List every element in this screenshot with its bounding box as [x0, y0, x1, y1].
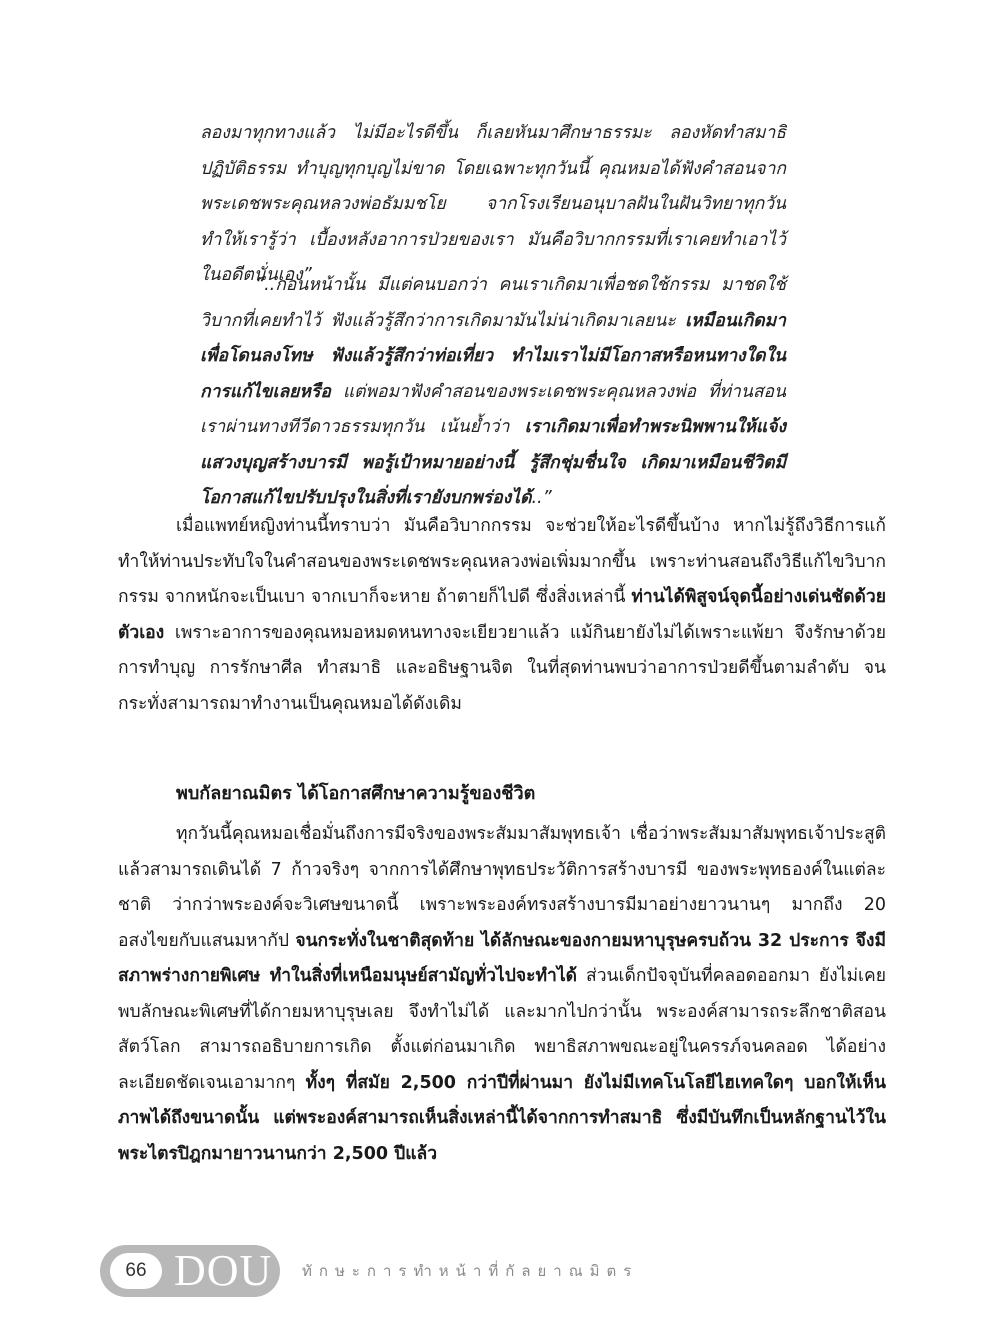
para-2-text-2: ส่วนเด็กปัจจุบันที่คลอดออกมา ยังไม่เคยพบลักษณะพิเศษที่ได้กายมหาบุรุษเลย จึงทำไม่ได้ และมากไปกว่านั้น พระองค์สามารถระลึกชาติสอนสัตว์โลก สามารถอธิบายการเกิด ตั้งแต่ก่อนมาเกิด พยาธิสภาพขณะอยู่ในครรภ์จนคลอด ได้อย่างละเอียดชัดเจนเอามากๆ — [118, 966, 886, 1093]
quote-2-bold-1: เหมือนเกิดมาเพื่อโดนลงโทษ ฟังแล้วรู้สึกว่าท่อเที่ยว ทำไมเราไม่มีโอกาสหรือหนทางใดในการแก้ไขเลยหรือ — [200, 310, 786, 402]
page-footer — [100, 1245, 638, 1297]
quote-2-text-1: “..ก่อนหน้านั้น มีแต่คนบอกว่า คนเราเกิดมาเพื่อชดใช้กรรม มาชดใช้วิบากที่เคยทำไว้ ฟังแล้วรู้สึกว่าการเกิดมามันไม่น่าเกิดมาเลยนะ — [200, 275, 786, 331]
page-number: 66 — [110, 1253, 162, 1289]
quote-paragraph-2 — [200, 268, 786, 517]
brand-logo: DOU — [174, 1246, 273, 1295]
para-1-text-1: เมื่อแพทย์หญิงท่านนี้ทราบว่า มันคือวิบากกรรม จะช่วยให้อะไรดีขึ้นบ้าง หากไม่รู้ถึงวิธีการแก้ ทำให้ท่านประทับใจในคำสอนของพระเดชพระคุณหลวงพ่อเพิ่มมากขึ้น เพราะท่านสอนถึงวิธีแก้ไขวิบากกรรม จากหนักจะเป็นเบา จากเบาก็จะหาย ถ้าตายก็ไปดี ซึ่งสิ่งเหล่านี้ — [118, 516, 886, 607]
footer-badge — [100, 1245, 280, 1297]
para-1-bold-1: ท่านได้พิสูจน์จุดนี้อย่างเด่นชัดด้วยตัวเอง — [118, 587, 886, 643]
body-paragraph-2 — [118, 817, 886, 1172]
quote-paragraph-1: ลองมาทุกทางแล้ว ไม่มีอะไรดีขึ้น ก็เลยหันมาศึกษาธรรมะ ลองหัดทำสมาธิปฏิบัติธรรม ทำบุญทุกบุญไม่ขาด โดยเฉพาะทุกวันนี้ คุณหมอได้ฟังคำสอนจากพระเดชพระคุณหลวงพ่อธัมมชโย จากโรงเรียนอนุบาลฝันในฝันวิทยาทุกวัน ทำให้เรารู้ว่า เบื้องหลังอาการป่วยของเรา มันคือวิบากกรรมที่เราเคยทำเอาไว้ในอดีตนั่นเอง” — [200, 123, 786, 285]
para-2-bold-2: ทั้งๆ ที่สมัย 2,500 กว่าปีที่ผ่านมา ยังไม่มีเทคโนโลยีไฮเทคใดๆ บอกให้เห็นภาพได้ถึงขนาดนั้น แต่พระองค์สามารถเห็นสิ่งเหล่านี้ได้จากการทำสมาธิ ซึ่งมีบันทึกเป็นหลักฐานไว้ในพระไตรปิฎกมายาวนานกว่า 2,500 ปีแล้ว — [118, 1072, 886, 1164]
body-paragraph-1 — [118, 509, 886, 722]
running-title: ทักษะการทำหน้าที่กัลยาณมิตร — [302, 1262, 639, 1280]
para-2-bold-1: จนกระทั่งในชาติสุดท้าย ได้ลักษณะของกายมหาบุรุษครบถ้วน 32 ประการ จึงมีสภาพร่างกายพิเศษ ทำในสิ่งที่เหนือมนุษย์สามัญทั่วไปจะทำได้ — [118, 930, 887, 986]
quote-2-bold-2: เราเกิดมาเพื่อทำพระนิพพานให้แจ้ง แสวงบุญสร้างบารมี พอรู้เป้าหมายอย่างนี้ รู้สึกชุ่มชื่นใจ เกิดมาเหมือนชีวิตมีโอกาสแก้ไขปรับปรุงในสิ่งที่เรายังบกพร่องได้ — [200, 417, 786, 508]
quote-2-text-2: แต่พอมาฟังคำสอนของพระเดชพระคุณหลวงพ่อ ที่ท่านสอนเราผ่านทางทีวีดาวธรรมทุกวัน เน้นย้ำว่า — [200, 381, 786, 437]
quote-2-text-3: ..” — [531, 488, 552, 508]
para-2-text-1: ทุกวันนี้คุณหมอเชื่อมั่นถึงการมีจริงของพระสัมมาสัมพุทธเจ้า เชื่อว่าพระสัมมาสัมพุทธเจ้าประสูติแล้วสามารถเดินได้ 7 ก้าวจริงๆ จากการได้ศึกษาพุทธประวัติการสร้างบารมี ของพระพุทธองค์ในแต่ละชาติ ว่ากว่าพระองค์จะวิเศษขนาดนี้ เพราะพระองค์ทรงสร้างบารมีมาอย่างยาวนานๆ มากถึง 20 อสงไขยกับแสนมหากัป — [118, 824, 886, 951]
para-1-text-2: เพราะอาการของคุณหมอหมดหนทางจะเยียวยาแล้ว แม้กินยายังไม่ได้เพราะแพ้ยา จึงรักษาด้วยการทำบุญ การรักษาศีล ทำสมาธิ และอธิษฐานจิต ในที่สุดท่านพบว่าอาการป่วยดีขึ้นตามลำดับ จนกระทั่งสามารถมาทำงานเป็นคุณหมอได้ดังเดิม — [118, 622, 886, 714]
section-heading: พบกัลยาณมิตร ได้โอกาสศึกษาความรู้ของชีวิต — [176, 783, 536, 804]
